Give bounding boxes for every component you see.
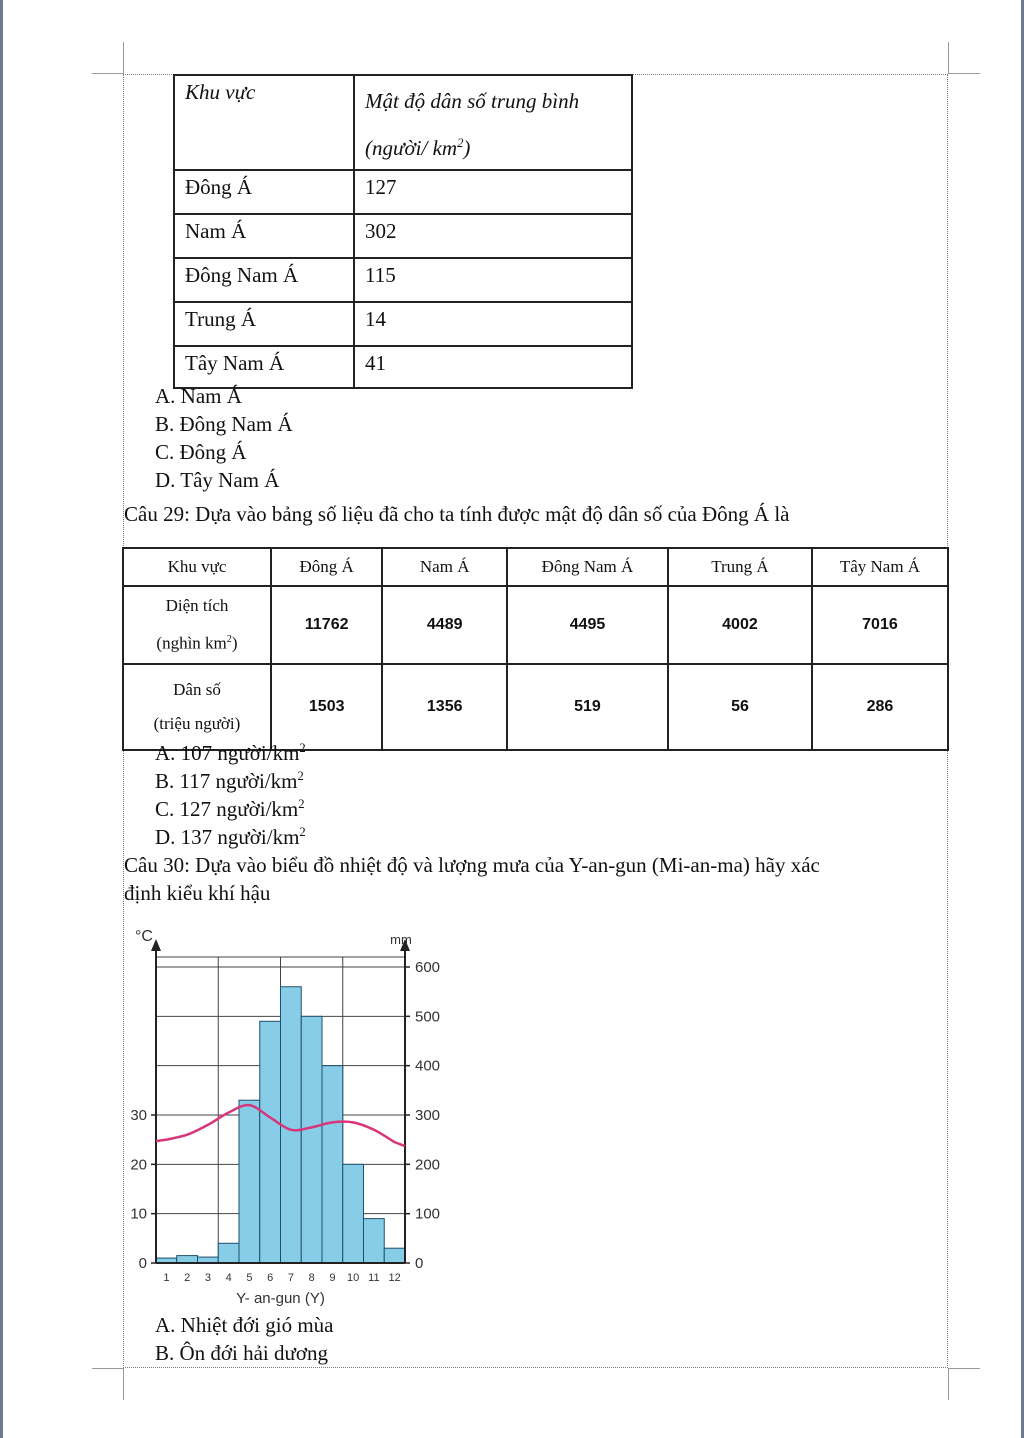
- answer-option: C. Đông Á: [155, 440, 247, 464]
- answer-option: A. 107 người/$km^2$: [155, 741, 306, 765]
- area-population-table: [122, 547, 949, 751]
- tick-label-right: 600: [415, 959, 441, 976]
- tick-label-month: 10: [347, 1272, 360, 1284]
- area-value: 4495: [507, 586, 668, 664]
- rainfall-bar: [301, 1016, 322, 1263]
- tick-label-left: 20: [130, 1156, 147, 1174]
- table-row: [174, 170, 632, 214]
- tick-label-right: 100: [415, 1205, 441, 1223]
- table-row: [123, 664, 948, 750]
- table-row: [174, 214, 632, 258]
- density-table-header: [174, 75, 632, 170]
- tick-label-left: 30: [130, 1107, 147, 1124]
- header-cell: Đông Nam Á: [507, 548, 668, 586]
- crop-mark: [949, 1368, 980, 1369]
- question-30-continued: định kiểu khí hậu: [124, 881, 271, 905]
- area-value: 4002: [668, 586, 812, 664]
- value-cell: 41: [354, 346, 632, 388]
- tick-label-month: 1: [163, 1272, 170, 1284]
- area-value: 4489: [382, 586, 507, 664]
- value-cell: 302: [354, 214, 632, 258]
- answer-option: D. 137 người/$km^2$: [155, 825, 306, 849]
- window-edge-left: [0, 0, 3, 1438]
- table-row: [174, 258, 632, 302]
- crop-mark: [123, 42, 124, 74]
- tick-label-month: 8: [308, 1272, 315, 1284]
- answer-option: C. 127 người/$km^2$: [155, 797, 305, 821]
- header-cell: Đông Á: [271, 548, 382, 586]
- tick-label-month: 11: [368, 1272, 380, 1284]
- header-density: Mật độ dân số trung bình (người/ $km^2$): [354, 75, 632, 170]
- population-value: 56: [668, 664, 812, 750]
- header-region: Khu vực: [174, 75, 354, 170]
- table-row: [174, 302, 632, 346]
- table-header-row: [123, 548, 948, 586]
- crop-mark: [948, 1368, 949, 1400]
- region-cell: Trung Á: [174, 302, 354, 346]
- crop-mark: [92, 1368, 123, 1369]
- tick-label-month: 2: [184, 1272, 191, 1284]
- tick-label-month: 3: [204, 1272, 211, 1284]
- value-cell: 127: [354, 170, 632, 214]
- rainfall-bar: [218, 1243, 239, 1263]
- header-cell: Trung Á: [668, 548, 812, 586]
- question-29: Câu 29: Dựa vào bảng số liệu đã cho ta tính được mật độ dân số của Đông Á là: [124, 502, 790, 526]
- answer-option: B. Đông Nam Á: [155, 412, 293, 436]
- axis-label-right: mm: [390, 932, 412, 947]
- tick-label-right: 200: [415, 1156, 441, 1174]
- rainfall-bar: [343, 1164, 364, 1263]
- region-cell: Đông Á: [174, 170, 354, 214]
- tick-label-month: 6: [267, 1272, 274, 1284]
- answer-option: A. Nam Á: [155, 384, 242, 408]
- crop-mark: [123, 1368, 124, 1400]
- tick-label-month: 7: [287, 1272, 294, 1284]
- rainfall-bar: [364, 1219, 385, 1263]
- header-cell: Tây Nam Á: [812, 548, 948, 586]
- question-30: Câu 30: Dựa vào biểu đồ nhiệt độ và lượng mưa của Y-an-gun (Mi-an-ma) hãy xác: [124, 853, 820, 877]
- rainfall-bar: [281, 987, 302, 1263]
- answer-option: B. Ôn đới hải dương: [155, 1341, 329, 1365]
- crop-mark: [92, 73, 123, 74]
- density-table: [173, 74, 633, 389]
- region-cell: Đông Nam Á: [174, 258, 354, 302]
- header-cell: Khu vực: [123, 548, 271, 586]
- rainfall-bar: [177, 1256, 198, 1263]
- table-row: [123, 586, 948, 664]
- tick-label-month: 9: [329, 1272, 336, 1284]
- area-value: 7016: [812, 586, 948, 664]
- tick-label-left: 10: [130, 1205, 147, 1223]
- population-value: 286: [812, 664, 948, 750]
- value-cell: 14: [354, 302, 632, 346]
- area-value: 11762: [271, 586, 382, 664]
- answer-option: B. 117 người/$km^2$: [155, 769, 304, 793]
- tick-label-month: 5: [246, 1272, 253, 1284]
- value-cell: 115: [354, 258, 632, 302]
- rainfall-bar: [260, 1021, 281, 1263]
- crop-mark: [949, 73, 980, 74]
- crop-mark: [948, 42, 949, 74]
- tick-label-right: 400: [415, 1057, 441, 1075]
- rainfall-bar: [239, 1100, 260, 1263]
- axis-label-left: °C: [135, 928, 153, 945]
- row-label-population: Dân số (triệu người): [123, 664, 271, 750]
- tick-label-month: 12: [388, 1272, 401, 1284]
- rainfall-bar: [322, 1066, 343, 1263]
- header-cell: Nam Á: [382, 548, 507, 586]
- population-value: 519: [507, 664, 668, 750]
- answer-option: A. Nhiệt đới gió mùa: [155, 1313, 334, 1337]
- region-cell: Nam Á: [174, 214, 354, 258]
- axis-label-x: Y- an-gun (Y): [236, 1290, 325, 1307]
- tick-label-right: 300: [415, 1107, 441, 1124]
- answer-option: D. Tây Nam Á: [155, 468, 280, 492]
- population-value: 1356: [382, 664, 507, 750]
- row-label-area: Diện tích (nghìn $km^2$): [123, 586, 271, 664]
- rainfall-bar: [384, 1248, 405, 1263]
- tick-label-right: 0: [415, 1255, 424, 1272]
- tick-label-month: 4: [225, 1272, 232, 1284]
- tick-label-left: 0: [138, 1255, 147, 1272]
- climate-chart: [125, 915, 455, 1310]
- table-row: [174, 346, 632, 388]
- region-cell: Tây Nam Á: [174, 346, 354, 388]
- population-value: 1503: [271, 664, 382, 750]
- tick-label-right: 500: [415, 1008, 441, 1026]
